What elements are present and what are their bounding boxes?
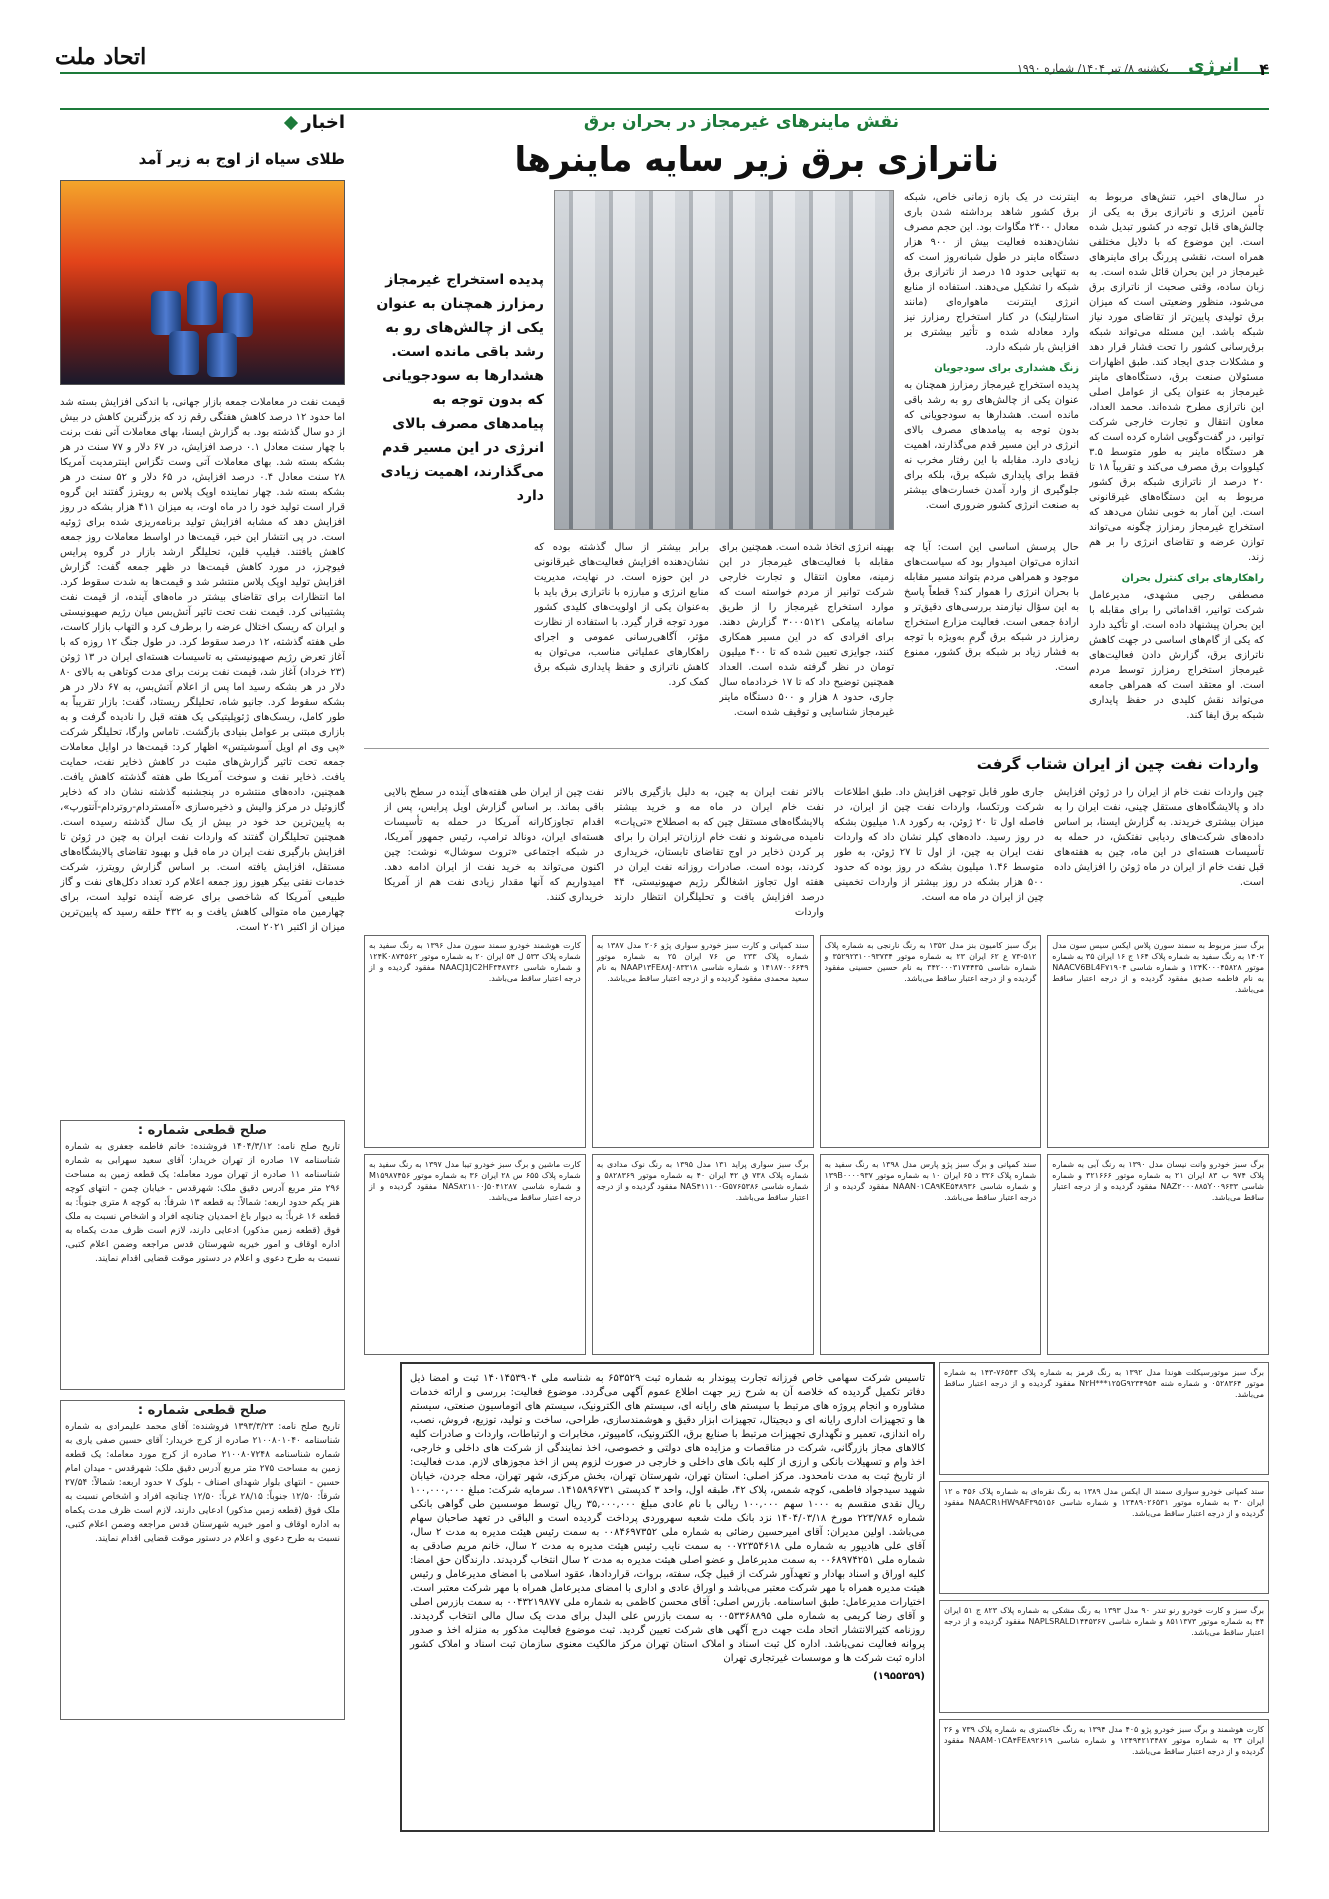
article-column-4: بهینه انرژی اتخاذ شده است. همچنین برای مقابله با فعالیت‌های غیرمجاز در این زمینه، معاون انتقال و تجارت خارجی شرکت توانیر از مردم خواسته است که موارد استخراج غیرمجاز را از طریق سامانه پیامکی ۳۰۰۰۵۱۲۱ گزارش دهند. برای افرادی که در این مسیر همکاری کنند، جوایزی تعیین شده که تا ۴۰۰ میلیون تومان در نظر گرفته شده است. العداد همچنین توضیح داد که تا ۱۷ خردادماه سال جاری، حدود ۸ هزار و ۵۰۰ دستگاه ماینر غیرمجاز شناسایی و توقیف شده است.	[719, 542, 894, 718]
sub-article-title: واردات نفت چین از ایران شتاب گرفت	[976, 755, 1259, 773]
settlement-ad-body: تاریخ صلح نامه: ۱۳۹۳/۳/۲۳ فروشنده: آقای محمد علیمرادی به شماره شناسنامه ۲۱۰۰۸۰۱۰۴۰ صادره از کرج خریدار: آقای حسین صفی یاری به شماره شناسنامه ۲۱۰۰۸۰۷۲۴۸ صادره از کرج مورد معامله: یک قطعه زمین به مساحت ۲۷۵ متر مربع آدرس دقیق ملک: شهرقدس - میدان امام حسین - انتهای بلوار شهدای اصناف - بلوک ۷ حدود اربعه: شمالاً: ۲۷/۵۴ شرقاً: ۱۲/۵۰ جنوباً: ۲۸/۱۵ غرباً: ۱۲/۵۰ چنانچه افراد و اشخاص نسبت به ملک فوق (قطعه زمین مذکور) ادعایی دارند، لازم است ظرف مدت یکماه به اداره اوقاف و امور خیریه شهرستان قدس مراجعه وضمن اعلام کتبی، نسبت به طرح دعوی و اعلام در دستور موقت قضایی اقدام نمایند.	[65, 1422, 341, 1544]
article-kicker: نقش ماینرهای غیرمجاز در بحران برق	[583, 112, 899, 132]
section-title: انرژی	[1188, 55, 1239, 76]
settlement-ad-title: صلح قطعی شماره :	[137, 1403, 268, 1418]
lost-doc-ad: برگ سبز مربوط به سمند سورن پلاس ایکس سیس سون مدل ۱۴۰۲ به رنگ سفید به شماره پلاک ۱۶۴ ج ۱۶ ایران ۳۵ به شماره موتور ۱۲۴K۰۰۰۴۵۸۲۸ و شماره شاسی NAACV6BL4F۷۱۹۰۴ به نام فاطمه صدیق مفقود گردیده و از درجه اعتبار ساقط می‌باشد.	[1047, 935, 1269, 1148]
subhead-control: راهکارهای برای کنترل بحران	[1121, 573, 1264, 584]
article-headline: ناترازی برق زیر سایه ماینرها	[514, 140, 999, 180]
settlement-ad-2	[60, 1400, 345, 1720]
pull-quote: پدیده استخراج غیرمجاز رمزارز همچنان به عنوان یکی از چالش‌های رو به رشد باقی مانده است. هشدارها به سودجویانی که بدون توجه به پیامدهای مصرف بالای انرژی در این مسیر قدم می‌گذارند، اهمیت زیادی دارد	[376, 272, 544, 504]
lost-doc-ad: کارت هوشمند خودرو سمند سورن مدل ۱۳۹۶ به رنگ سفید به شماره پلاک ۵۳۳ ل ۵۴ ایران ۲۰ به شماره موتور ۱۲۴K۰۸۷۴۵۶۲ و شماره شاسی NAACJ1JC2HF۳۴۸۷۳۶ مفقود گردیده و از درجه اعتبار ساقط می‌باشد.	[364, 935, 586, 1148]
newspaper-logo: اتحاد ملت	[55, 44, 147, 70]
sub-article-col3: بالاتر نفت ایران به چین، به دلیل بازگیری بالاتر نفت خام ایران در ماه مه و خرید بیشتر پالایشگاه‌های مستقل چین که به اصطلاح «تی‌پات» نامیده می‌شوند و نفت خام ارزان‌تر ایران را برای پر کردن ذخایر در اوج تقاضای تابستان، خریداری کردند، بوده است. صادرات روزانه نفت ایران در هفته اول تجاوز اشغالگر رژیم صهیونیستی، ۴۴ درصد افزایش یافت و تحلیلگران انتظار دارند واردات	[614, 787, 824, 918]
barrel-icon	[151, 291, 181, 335]
article-column-3: برابر بیشتر از سال گذشته بوده که نشان‌دهنده افزایش فعالیت‌های غیرقانونی در این حوزه است. در نهایت، مدیریت منابع انرژی و مبارزه با ناترازی برق باید با به‌عنوان یکی از اولویت‌های کلیدی کشور مورد توجه قرار گیرد. با استفاده از نظارت مؤثر، آگاهی‌رسانی عمومی و اجرای راهکارهای عملیاتی مناسب، می‌توان به کاهش ناترازی و حفظ پایداری شبکه برق کمک کرد.	[534, 542, 709, 688]
article-col1-text: در سال‌های اخیر، تنش‌های مربوط به تأمین انرژی و ناترازی برق به یکی از چالش‌های قابل توجه در کشور تبدیل شده است. این موضوع که با دلایل مختلفی همراه است، نقشی پررنگ برای ماینرهای غیرمجاز در این بحران قائل شده است. به زبان ساده، وقتی صحبت از ناترازی برق می‌شود، منظور وضعیتی است که میزان برق تولیدی پایین‌تر از تقاضای مورد نیاز شبکه باشد. این مسئله می‌تواند شبکه برق‌رسانی کشور را تحت فشار قرار دهد و مشکلات جدی ایجاد کند. طبق اظهارات مسئولان صنعت برق، دستگاه‌های ماینر غیرمجاز به عنوان یکی از عوامل اصلی این ناترازی مطرح شده‌اند. محمد العداد، معاون انتقال و تجارت خارجی شرکت توانیر، در گفت‌وگویی اشاره کرده است که هر دستگاه ماینر به طور متوسط ۳.۵ کیلووات برق مصرف می‌کند و تقریباً ۱۸ تا ۲۰ درصد از ناترازی شبکه برق کشور مربوط به این دستگاه‌های غیرقانونی است. این آمار به خوبی نشان می‌دهد که استخراج غیرمجاز رمزارز چگونه می‌تواند توازن عرضه و تقاضای انرژی را بر هم زند.	[1089, 192, 1264, 563]
article-column-5: حال پرسش اساسی این است: آیا چه اندازه می‌توان امیدوار بود که سیاست‌های موجود و همراهی مردم بتواند مسیر مقابله با بحران انرژی را هموار کند؟ قطعاً پاسخ به این سؤال نیازمند بررسی‌های دقیق‌تر و ارادهٔ جمعی است. فعالیت مزارع استخراج رمزارز در شبکه برق گرمِ به‌ویژه با توجه به فشار زیاد بر شبکه برق کشور، ممنوع است.	[904, 542, 1079, 673]
mining-rigs-photo	[554, 190, 894, 530]
lost-doc-ad: برگ سبز و کارت خودرو رنو تندر ۹۰ مدل ۱۳۹۳ به رنگ مشکی به شماره پلاک ۸۲۳ ج ۵۱ ایران ۴۴ به شماره موتور ۸۵۱۱۳۷۳ و شماره شاسی NAPLSRALD۱۴۴۵۳۶۷ مفقود گردیده و از درجه اعتبار ساقط می‌باشد.	[939, 1600, 1269, 1713]
settlement-ad-1	[60, 1120, 345, 1390]
date-line: یکشنبه ۸/ تیر ۱۴۰۴/ شماره ۱۹۹۰	[1016, 62, 1169, 75]
barrel-icon	[169, 331, 199, 375]
classifieds-grid	[364, 935, 1269, 1355]
lost-doc-ad: کارت ماشین و برگ سبز خودرو تیبا مدل ۱۳۹۷ به رنگ سفید به شماره پلاک ۶۵۵ س ۲۸ ایران ۳۶ به شماره موتور M۱۵۹۸۷۴۵۶ و شماره شاسی NAS۸۲۱۱۰۰J۵۰۴۱۲۸۷ مفقود گردیده و از درجه اعتبار ساقط می‌باشد.	[364, 1154, 586, 1356]
diamond-bullet-icon	[284, 116, 298, 130]
settlement-ad-title: صلح قطعی شماره :	[137, 1123, 268, 1138]
barrel-icon	[207, 333, 237, 377]
news-title: طلای سیاه از اوج به زیر آمد	[138, 150, 345, 168]
article-col2-text: اینترنت در یک بازه زمانی خاص، شبکه برق کشور شاهد برداشته شدن باری معادل ۲۴۰۰ مگاوات بود. این حجم مصرف نشان‌دهنده فعالیت بیش از ۹۰۰ هزار دستگاه ماینر در طول شبانه‌روز است که به تنهایی حدود ۱۵ درصد از ناترازی برق شبکه را تشکیل می‌دهند. استفاده از منابع انرژی اینترنت ماهواره‌ای (مانند استارلینک) در کنار استخراج رمزارز نیز وارد معادله شده و تأثیر بیشتری بر افزایش بار شبکه دارد.	[904, 192, 1079, 353]
lost-doc-ad: سند کمپانی و برگ سبز پژو پارس مدل ۱۳۹۸ به رنگ سفید به شماره پلاک ۳۲۶ د ۶۵ ایران ۱۰ به شماره موتور ۱۳۹B۰۰۰۰۹۳۷ و شماره شاسی NAAN۰۱CA۹KE۵۴۸۹۳۶ مفقود گردیده و از درجه اعتبار ساقط می‌باشد.	[820, 1154, 1042, 1356]
lost-doc-ad: کارت هوشمند و برگ سبز خودرو پژو ۴۰۵ مدل ۱۳۹۴ به رنگ خاکستری به شماره پلاک ۷۳۹ و ۲۶ ایران ۲۴ به شماره موتور ۱۲۴۹۴۲۱۳۴۸۷ و شماره شاسی NAAM۰۱CA۴FE۸۹۲۶۱۹ مفقود گردیده و از درجه اعتبار ساقط می‌باشد.	[939, 1719, 1269, 1832]
company-ad-code: (۱۹۵۵۳۵۹)	[873, 1671, 925, 1682]
sub-article-col4: نفت چین از ایران طی هفته‌های آینده در سطح بالایی باقی بماند. بر اساس گزارش اویل پرایس، پس از اقدام تجاوزکارانه آمریکا در حمله به تأسیسات هسته‌ای ایران، دونالد ترامپ، رئیس جمهور آمریکا، در شبکه اجتماعی «تروث سوشال» نوشت: چین اکنون می‌تواند به خرید نفت از ایران ادامه دهد. امیدواریم که آنها مقدار زیادی نفت هم از آمریکا خریداری کنند.	[384, 787, 604, 903]
sub-article-col1: چین واردات نفت خام از ایران را در ژوئن افزایش داد و پالایشگاه‌های مستقل چینی، نفت ایران را به میزان بیشتری خریدند. به گزارش ایسنا، بر اساس داده‌های شرکت‌های ردیابی نفتکش، در حمله به تأسیسات هسته‌ای در این ماه، چین به هفته‌های قبل نفت خام از ایران در ماه ژوئن را افزایش داده است.	[1054, 787, 1264, 888]
news-body: قیمت نفت در معاملات جمعه بازار جهانی، با اندکی افزایش بسته شد اما حدود ۱۲ درصد کاهش هفتگی رقم زد که بزرگترین کاهش در بیش از دو سال گذشته بود. به گزارش ایسنا، بهای معاملات آتی نفت برنت با چهار سنت معادل ۰.۱ درصد افزایش، در ۶۷ دلار و ۷۷ سنت در هر بشکه بسته شد. بهای معاملات آتی وست تگزاس اینترمدیت آمریکا ۲۸ سنت معادل ۰.۴ درصد افزایش، در ۶۵ دلار و ۵۲ سنت در هر بشکه بسته شد. چهار نماینده اوپک پلاس به رویترز گفتند این گروه قرار است تولید خود را در ماه اوت، به میزان ۴۱۱ هزار بشکه در روز افزایش دهد که مشابه افزایش تولید برنامه‌ریزی شده برای ژوئیه است. در پی انتشار این خبر، قیمت‌ها در اواسط معاملات روز جمعه کاهش یافتند. فیلیپ فلین، تحلیلگر ارشد بازار در گروه پرایس فیوچرز، در مورد کاهش قیمت‌ها در ظهر جمعه گفت: گزارش افزایش تولید اوپک پلاس منتشر شد و قیمت‌ها به شدت سقوط کرد. اما انتظارات برای تقاضای بیشتر در ماه‌های آینده، از قیمت نفت پشتیبانی کرد. قیمت نفت تحت تاثیر آتش‌بس میان رژیم صهیونیستی و ایران که ریسک اختلال عرضه را برطرف کرد و التهاب بازار کاست، طی هفته گذشته، ۱۲ درصد سقوط کرد. در طول جنگ ۱۲ روزه که با آغاز تعرض رژیم صهیونیستی به تاسیسات هسته‌ای ایران در ۱۳ ژوئن (۲۳ خرداد) آغاز شد، قیمت نفت برنت برای مدت کوتاهی به بالای ۸۰ دلار در هر بشکه رسید اما پس از اعلام آتش‌بس، به ۶۷ دلار در هر بشکه سقوط کرد. جانیو شاه، تحلیلگر ریستاد، گفت: بازار تقریباً به طور کامل، ریسک‌های ژئوپلیتیکی یک هفته قبل را نادیده گرفت و به بازاری مبتنی بر عوامل بنیادی بازگشت. تاماس وارگا، تحلیلگر شرکت «پی وی ام اویل آسوشیتس» اظهار کرد: قیمت‌ها در اوایل معاملات جمعه تحت تاثیر گزارش‌های مثبت در کاهش ذخایر نفت، حمایت یافت. ذخایر نفت و سوخت آمریکا طی هفته گذشته کاهش یافت. همچنین، داده‌های منتشره در پنجشنبه گذشته نشان داد که ذخایر گازوئیل در مرکز والیش و ذخیره‌سازی «آمستردام-روتردام-آنتورپ»، به پایین‌ترین حد خود در بیش از یک سال گذشته رسیده است. همچنین تحلیلگران گفتند که واردات نفت ایران به چین در ژوئن تا افزایش بارگیری نفت ایران در ماه قبل و بهبود تقاضای پالایشگاه‌های مستقل، افزایش یافته است. بر اساس گزارش رویترز، شرکت خدمات نفتی بیکر هیوز روز جمعه اعلام کرد تعداد دکل‌های نفت و گاز طبیعی آمریکا که شاخصی برای عرضه آینده تولید است، برای چهارمین ماه متوالی کاهش یافت و به ۴۳۲ حلقه رسید که پایین‌ترین میزان از اکتبر ۲۰۲۱ است.	[60, 397, 345, 933]
lost-doc-ad: برگ سبز خودرو وانت نیسان مدل ۱۳۹۰ به رنگ آبی به شماره پلاک ۹۷۴ ب ۸۳ ایران ۲۱ به شماره موتور ۳۲۱۶۶۶ و شماره شاسی NAZ۲۰۰۰۸۸۵Y۰۰۹۶۳۳ مفقود گردیده و از درجه اعتبار ساقط می‌باشد.	[1047, 1154, 1269, 1356]
article-col2b-text: پدیده استخراج غیرمجاز رمزارز همچنان به عنوان یکی از چالش‌های رو به رشد باقی مانده است. هشدارها به سودجویانی که بدون توجه به پیامدهای مصرف بالای انرژی در این مسیر قدم می‌گذارند، اهمیت زیادی دارد. مقابله با این رفتار مخرب نه فقط برای پایداری شبکه برق، بلکه برای جلوگیری از وارد آمدن خسارت‌های بیشتر به صنعت انرژی کشور ضروری است.	[904, 380, 1079, 511]
oil-barrels-photo	[60, 180, 345, 385]
news-label: اخبار	[301, 112, 345, 133]
settlement-ad-body: تاریخ صلح نامه: ۱۴۰۴/۳/۱۲ فروشنده: خانم فاطمه جعفری به شماره شناسنامه ۱۷ صادره از تهران خریدار: آقای سعید سهرابی به شماره شناسنامه ۱۱ صادره از تهران مورد معامله: یک قطعه زمین به مساحت ۲۹۶ متر مربع آدرس دقیق ملک: شهرقدس - خیابان چمن - انتهای کوچه هنر یکم حدود اربعه: شمالاً: به قطعه ۱۳ شرقاً: به کوچه ۸ متری جنوباً: به قطعه ۱۶ غرباً: به دیوار باغ احمدیان چنانچه افراد و اشخاص نسبت به ملک فوق (قطعه زمین مذکور) ادعایی دارند، لازم است ظرف مدت یکماه به اداره اوقاف و امور خیریه شهرستان قدس مراجعه وضمن اعلام کتبی، نسبت به طرح دعوی و اعلام در دستور موقت قضایی اقدام نمایند.	[65, 1142, 340, 1264]
article-column-2	[904, 190, 1079, 540]
barrel-icon	[223, 293, 253, 337]
barrel-icon	[187, 281, 217, 325]
news-header	[60, 112, 345, 136]
lost-doc-ad: برگ سبز کامیون بنز مدل ۱۳۵۲ به رنگ نارنجی به شماره پلاک ۵۱۲-۷۳ ع ۶۲ ایران ۲۳ به شماره موتور ۳۵۲۹۲۳۱۰۰۹۳۷۳۴ و شماره شاسی ۳۴۲۰۰۰۳۱۷۴۴۳۵ به نام حسین حسینی مفقود گردیده و از درجه اعتبار ساقط می‌باشد.	[820, 935, 1042, 1148]
article-column-1	[1089, 190, 1264, 740]
subhead-warning: زنگ هشداری برای سودجویان	[934, 363, 1079, 374]
lost-doc-ad: سند کمپانی خودرو سواری سمند ال ایکس مدل ۱۳۸۹ به رنگ نقره‌ای به شماره پلاک ۴۵۶ ه ۱۲ ایران ۳۰ به شماره موتور ۱۲۴۸۹۰۲۶۵۳۱ و شماره شاسی NAACR۱HW۹AF۳۹۵۱۵۶ مفقود گردیده و از درجه اعتبار ساقط می‌باشد.	[939, 1481, 1269, 1594]
company-ad-body: تاسیس شرکت سهامی خاص فرزانه تجارت پیوندار به شماره ثبت ۶۵۳۵۲۹ به شناسه ملی ۱۴۰۱۴۵۳۹۰۴ ثبت و امضا ذیل دفاتر تکمیل گردیده که خلاصه آن به شرح زیر جهت اطلاع عموم آگهی می‌گردد. موضوع فعالیت: بررسی و ارائه خدمات مشاوره و انجام پروژه های مرتبط با سیستم های رایانه ای، سیستم های الکترونیک، سیستم های اتوماسیون صنعتی، سیستم ها و تجهیزات اداری رایانه ای و دیجیتال، تجهیزات ابزار دقیق و هوشمندسازی، طراحی، ساخت و تولید، توزیع، فروش، نصب، راه اندازی، تعمیر و نگهداری تجهیزات مرتبط با صنایع برق، الکترونیک، کامپیوتر، مخابرات و ارتباطات، واردات و صادرات کلیه کالاهای مجاز بازرگانی، شرکت در مناقصات و مزایده های دولتی و خصوصی، اخذ نمایندگی از شرکت های داخلی و خارجی، اخذ وام و تسهیلات بانکی و ارزی از کلیه بانک های داخلی و خارجی در صورت لزوم پس از اخذ مجوزهای لازم. مدت فعالیت: از تاریخ ثبت به مدت نامحدود. مرکز اصلی: استان تهران، شهرستان تهران، بخش مرکزی، شهر تهران، محله جردن، خیابان شهید سیدجواد فاطمی، کوچه شمس، پلاک ۴۲، طبقه اول، واحد ۳ کدپستی ۱۴۱۵۸۹۶۷۳۱. سرمایه شرکت: مبلغ ۱۰۰,۰۰۰,۰۰۰ ریال نقدی منقسم به ۱۰۰۰ سهم ۱۰۰,۰۰۰ ریالی با نام عادی مبلغ ۳۵,۰۰۰,۰۰۰ ریال توسط موسسین طی گواهی بانکی شماره ۲۲۳/۷۸۶ مورخ ۱۴۰۴/۰۳/۱۸ نزد بانک ملت شعبه سهروردی پرداخت گردیده است و الباقی در تعهد صاحبان سهام می‌باشد. اولین مدیران: آقای امیرحسین رضائی به شماره ملی ۰۰۸۴۶۹۷۳۵۲ به سمت رئیس هیئت مدیره به مدت ۲ سال، آقای علی هادیپور به شماره ملی ۰۰۷۲۳۵۴۶۱۸ به سمت نایب رئیس هیئت مدیره به مدت ۲ سال، خانم مریم صادقی به شماره ملی ۰۰۶۸۹۷۴۲۵۱ به سمت مدیرعامل و عضو اصلی هیئت مدیره به مدت ۲ سال انتخاب گردیدند. دارندگان حق امضا: کلیه اوراق و اسناد بهادار و تعهدآور شرکت از قبیل چک، سفته، بروات، قراردادها، عقود اسلامی با امضای مدیرعامل و رئیس هیئت مدیره همراه با مهر شرکت معتبر می‌باشد و اوراق عادی و اداری با امضای مدیرعامل همراه با مهر شرکت معتبر است. اختیارات مدیرعامل: طبق اساسنامه. بازرس اصلی: آقای محسن کاظمی به شماره ملی ۰۰۴۳۲۱۹۸۷۷ به سمت بازرس اصلی و آقای رضا کریمی به شماره ملی ۰۰۵۳۳۶۸۸۹۵ به سمت بازرس علی البدل برای مدت یک سال مالی انتخاب گردیدند. روزنامه کثیرالانتشار اتحاد ملت جهت درج آگهی های شرکت تعیین گردید. ثبت موضوع فعالیت مذکور به منزله اخذ و صدور پروانه فعالیت نمی‌باشد. اداره کل ثبت اسناد و املاک استان تهران مرکز مالکیت معنوی سازمان ثبت اسناد و املاک کشور اداره ثبت شرکت ها و موسسات غیرتجاری تهران	[410, 1373, 926, 1664]
page-number: ۴	[1259, 60, 1269, 79]
lost-doc-ad: برگ سبز سواری پراید ۱۳۱ مدل ۱۳۹۵ به رنگ نوک مدادی به شماره پلاک ۷۳۸ ق ۴۲ ایران ۴۰ به شماره موتور ۵۸۲۸۳۶۹ و شماره شاسی NAS۴۱۱۱۰۰G۵۷۶۵۳۸۶ مفقود گردیده و از درجه اعتبار ساقط می‌باشد.	[592, 1154, 814, 1356]
lost-doc-ad: سند کمپانی و کارت سبز خودرو سواری پژو ۲۰۶ مدل ۱۳۸۷ به شماره پلاک ۲۳۳ ص ۷۶ ایران ۲۵ به شماره موتور ۱۴۱۸۷۰۰۶۶۴۹ و شماره شاسی NAAP۱۳FE۸۸J۰۸۳۳۱۸ به نام سعید محمدی مفقود گردیده و از درجه اعتبار ساقط می‌باشد.	[592, 935, 814, 1148]
classifieds-column	[939, 1362, 1269, 1832]
header-rule-bottom	[60, 108, 1269, 110]
company-registration-ad	[400, 1362, 935, 1832]
divider	[364, 748, 1269, 749]
sub-article-col2: جاری طور قابل توجهی افزایش داد. طبق اطلاعات شرکت ورتکسا، واردات نفت چین از ایران، در فاصله اول تا ۲۰ ژوئن، به رکورد ۱.۸ میلیون بشکه در روز رسید. داده‌های کپلر نشان داد که واردات نفت ایران به چین، از اول تا ۲۷ ژوئن، به طور متوسط ۱.۴۶ میلیون بشکه در روز بوده که حدود ۵۰۰ هزار بشکه در روز بیشتر از واردات تخمینی چین از ایران در ماه مه است.	[834, 787, 1044, 903]
lost-doc-ad: برگ سبز موتورسیکلت هوندا مدل ۱۳۹۲ به رنگ قرمز به شماره پلاک ۷۶۵۴۳-۱۴۳ به شماره موتور ۰۵۲۸۳۶۴ و شماره شنه N۲H***۱۲۵G۹۲۳۴۹۵۴ مفقود گردیده و از درجه اعتبار ساقط می‌باشد.	[939, 1362, 1269, 1475]
article-col1b-text: مصطفی رجبی مشهدی، مدیرعامل شرکت توانیر، اقداماتی را برای مقابله با این بحران پیشنهاد داده است. او تأکید دارد که یکی از گام‌های اساسی در جهت کاهش ناترازی برق، گزارش دادن فعالیت‌های غیرمجاز استخراج رمزارز توسط مردم است. او معتقد است که همراهی جامعه می‌تواند نقش کلیدی در حفظ پایداری شبکه برق ایفا کند.	[1089, 590, 1264, 721]
